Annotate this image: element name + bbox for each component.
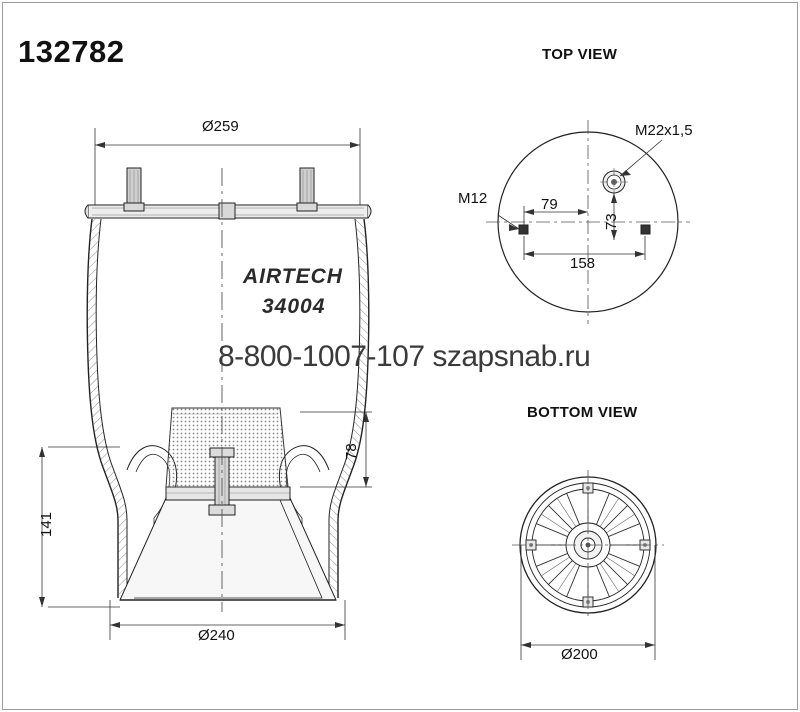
top-view-title: TOP VIEW <box>542 46 618 63</box>
dim-top-thread-center: M22x1,5 <box>635 122 693 139</box>
dim-main-top-diameter: Ø259 <box>202 118 239 135</box>
dim-top-offset-79: 79 <box>541 196 558 213</box>
dim-top-thread-side: M12 <box>458 190 488 207</box>
brand-name: AIRTECH <box>243 265 343 288</box>
dim-bottom-diameter: Ø200 <box>561 646 598 663</box>
bottom-view-title: BOTTOM VIEW <box>527 404 638 421</box>
watermark-text: 8-800-1007-107 szapsnab.ru <box>218 340 591 373</box>
dim-top-offset-73: 73 <box>603 213 620 230</box>
dim-main-height-left: 141 <box>38 511 55 537</box>
brand-model: 34004 <box>262 295 326 318</box>
dim-main-height-right: 78 <box>343 443 360 460</box>
dim-main-bottom-diameter: Ø240 <box>198 627 235 644</box>
page-title: 132782 <box>18 34 125 69</box>
dim-top-span-158: 158 <box>570 255 596 272</box>
